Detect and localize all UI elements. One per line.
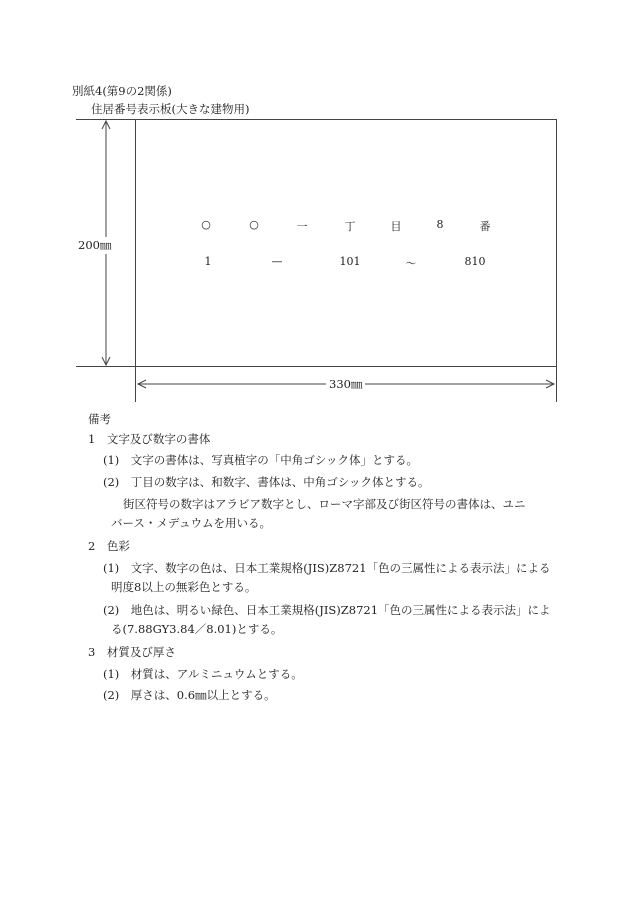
sign-top-edge bbox=[76, 119, 557, 120]
sign-bottom-edge bbox=[76, 366, 557, 367]
sign-text-cell: 一 bbox=[296, 220, 308, 233]
sign-text-cell: 101 bbox=[339, 255, 361, 268]
sign-text-cell: 丁 bbox=[344, 220, 356, 233]
sign-text-cell: — bbox=[271, 255, 283, 268]
note-item: (2) 厚さは、0.6㎜以上とする。 bbox=[103, 688, 276, 702]
note-item: (2) 地色は、明るい緑色、日本工業規格(JIS)Z8721「色の三属性による表示法」によ bbox=[103, 603, 551, 617]
note-item: (1) 文字、数字の色は、日本工業規格(JIS)Z8721「色の三属性による表示法」による bbox=[103, 561, 551, 575]
sign-text-cell: 1 bbox=[204, 255, 212, 268]
section-title: 3 材質及び厚さ bbox=[88, 645, 176, 659]
width-label: 330㎜ bbox=[326, 377, 365, 392]
sign-text-cell: ○ bbox=[249, 218, 259, 231]
note-item: (1) 文字の書体は、写真植字の「中角ゴシック体」とする。 bbox=[103, 453, 419, 467]
sign-text-cell: ～ bbox=[405, 257, 417, 270]
attachment-label: 別紙4(第9の2関係) bbox=[72, 84, 172, 98]
sign-text-cell: 目 bbox=[390, 220, 402, 233]
note-item: (2) 丁目の数字は、和数字、書体は、中角ゴシック体とする。 bbox=[103, 475, 430, 489]
note-item: (1) 材質は、アルミニュウムとする。 bbox=[103, 667, 303, 681]
note-item-continuation: 街区符号の数字はアラビア数字とし、ローマ字部及び街区符号の書体は、ユニ bbox=[123, 497, 526, 511]
sign-right-edge bbox=[556, 119, 557, 402]
page-title: 住居番号表示板(大きな建物用) bbox=[91, 102, 250, 116]
sign-text-cell: ○ bbox=[201, 218, 211, 231]
note-item-continuation: バース・メデュウムを用いる。 bbox=[111, 516, 271, 530]
note-item-continuation: る(7.88GY3.84／8.01)とする。 bbox=[111, 622, 283, 636]
sign-text-cell: 810 bbox=[464, 255, 486, 268]
section-title: 2 色彩 bbox=[88, 539, 130, 553]
note-item-continuation: 明度8以上の無彩色とする。 bbox=[111, 580, 257, 594]
sign-text-cell: 番 bbox=[479, 220, 491, 233]
height-label: 200㎜ bbox=[78, 238, 112, 252]
notes-heading: 備考 bbox=[88, 412, 111, 426]
sign-text-cell: 8 bbox=[436, 218, 444, 231]
sign-left-edge bbox=[135, 119, 136, 402]
section-title: 1 文字及び数字の書体 bbox=[88, 432, 211, 446]
